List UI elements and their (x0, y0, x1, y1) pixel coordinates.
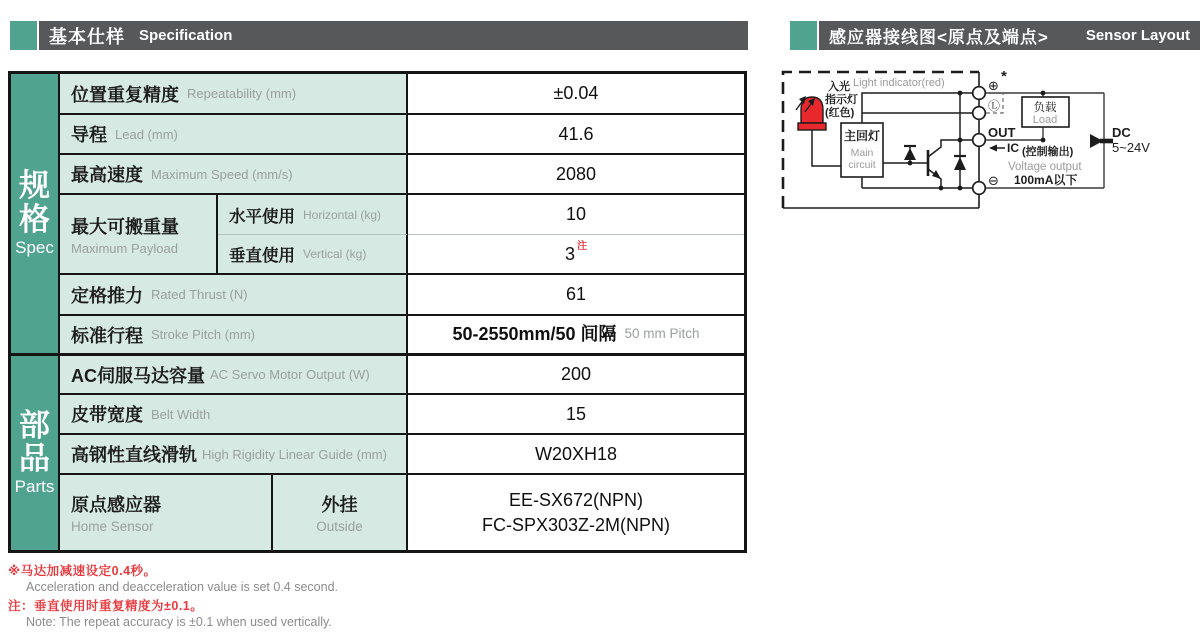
row-label-rated-thrust (60, 275, 408, 316)
label-en: Maximum Payload (71, 240, 178, 256)
header-title-en: Specification (139, 27, 233, 44)
value-rated-thrust (408, 275, 744, 316)
row-label-servo-output (60, 356, 408, 395)
indicator-label: 指示灯 (825, 94, 858, 106)
plus-terminal-label: ⊕ (988, 79, 999, 94)
label-zh: 水平使用 (229, 207, 295, 226)
main-circuit-label-en: Main (850, 147, 874, 159)
specification-table (8, 71, 747, 553)
label-zh: 导程 (71, 125, 107, 145)
header-accent-square (790, 21, 817, 50)
value-belt-width (408, 395, 744, 435)
sensor-layout-header-bar (819, 21, 1200, 50)
section-char: 品 (19, 441, 50, 476)
row-label-repeatability (60, 74, 408, 115)
cell-value: FC-SPX303Z-2M(NPN) (481, 514, 671, 535)
footnote-en: Acceleration and deacceleration value is set 0.4 second. (26, 580, 338, 594)
cell-value: 15 (565, 403, 587, 424)
label-en: Rated Thrust (N) (151, 287, 248, 302)
junction-dot (908, 161, 913, 166)
row-label-lead (60, 115, 408, 155)
label-zh: 外挂 (321, 495, 358, 515)
asterisk-mark: * (1001, 68, 1007, 85)
footnote-2 (8, 596, 332, 629)
diode-triangle (954, 157, 966, 170)
header-title-zh: 基本仕样 (49, 26, 125, 47)
label-zh: 垂直使用 (229, 247, 295, 265)
value-lead (408, 115, 744, 155)
led-base-band (798, 123, 826, 130)
footnote-en: Note: The repeat accuracy is ±0.1 when used vertically. (26, 615, 332, 629)
junction-dot (939, 186, 944, 191)
l-terminal-label: Ⓛ (988, 99, 1001, 113)
cell-value: 41.6 (558, 123, 594, 144)
value-repeatability (408, 74, 744, 115)
footnote-1 (8, 561, 338, 594)
main-circuit-label-zh: 主回灯 (843, 129, 881, 143)
section-label-en: Spec (15, 237, 54, 257)
cell-value: 61 (565, 284, 587, 305)
sub-label-vertical (218, 235, 408, 275)
footnote-zh: 注：垂直使用时重复精度为±0.1。 (8, 599, 204, 613)
junction-dot (1041, 91, 1046, 96)
note-superscript: 注 (577, 241, 587, 253)
value-stroke-pitch (408, 316, 744, 356)
label-en: AC Servo Motor Output (W) (210, 367, 370, 382)
cell-value: 3 (564, 243, 575, 264)
label-en: Outside (316, 519, 363, 534)
label-en: Maximum Speed (mm/s) (151, 166, 293, 182)
label-zh: 最高速度 (71, 165, 143, 185)
section-label-spec (11, 74, 60, 356)
voltage-output-label: Voltage output (1008, 161, 1082, 173)
section-label-en: Parts (14, 477, 55, 497)
transistor-emitter-arrow (932, 170, 941, 179)
ic-arrowhead (989, 145, 997, 152)
junction-dot (958, 138, 963, 143)
value-linear-guide (408, 435, 744, 475)
cell-value: 2080 (555, 163, 597, 184)
junction-dot (958, 186, 963, 191)
header-title-en: Sensor Layout (1085, 27, 1190, 44)
diode-triangle (904, 148, 916, 160)
label-en: Lead (mm) (115, 126, 178, 142)
cell-value: 10 (565, 204, 587, 225)
ic-label: IC (1007, 141, 1019, 155)
label-zh: 最大可搬重量 (71, 216, 179, 237)
label-zh: 原点感应器 (71, 495, 161, 515)
label-en: Repeatability (mm) (187, 86, 297, 101)
label-en: Home Sensor (71, 519, 154, 534)
dc-voltage-range: 5~24V (1112, 140, 1150, 155)
footnote-zh: ※马达加减速设定0.4秒。 (8, 564, 157, 578)
section-char: 部 (19, 407, 50, 443)
junction-dot (958, 91, 963, 96)
value-max-speed (408, 155, 744, 195)
load-label-en: Load (1032, 114, 1058, 126)
label-zh: 标准行程 (71, 325, 143, 346)
label-en: High Rigidity Linear Guide (mm) (202, 446, 387, 462)
junction-dot (1041, 138, 1046, 143)
label-zh: 位置重复精度 (71, 84, 179, 105)
row-label-stroke-pitch (60, 316, 408, 356)
out-terminal-label: OUT (988, 125, 1016, 140)
section-char: 规 (19, 168, 50, 204)
current-limit-label: 100mA以下 (1014, 173, 1078, 187)
cell-value: 50-2550mm/50 间隔 (452, 324, 617, 345)
light-in-label: 入光 (828, 81, 850, 93)
label-en: Belt Width (151, 406, 211, 422)
sensor-wiring-diagram (778, 60, 1200, 225)
control-output-label: (控制输出) (1022, 146, 1074, 158)
row-label-linear-guide (60, 435, 408, 475)
row-label-max-speed (60, 155, 408, 195)
value-horizontal-payload (408, 195, 744, 235)
label-zh: AC伺服马达容量 (71, 365, 205, 386)
row-label-home-sensor (60, 475, 273, 550)
cell-value-sub: 50 mm Pitch (624, 326, 700, 342)
value-vertical-payload (408, 235, 744, 275)
section-label-parts (11, 356, 60, 550)
load-label-zh: 负载 (1033, 102, 1057, 114)
cell-value: EE-SX672(NPN) (508, 490, 644, 511)
cell-value: W20XH18 (534, 443, 618, 464)
dc-label: DC (1112, 125, 1131, 140)
label-en: Stroke Pitch (mm) (151, 327, 256, 342)
header-accent-square (10, 21, 37, 50)
value-servo-output (408, 356, 744, 395)
specification-header-bar (39, 21, 748, 50)
cell-value: ±0.04 (553, 83, 599, 104)
sub-label-horizontal (218, 195, 408, 235)
sub-label-outside (273, 475, 408, 550)
light-indicator-en-label: Light indicator(red) (853, 77, 945, 89)
indicator-color-label: (红色) (825, 107, 855, 119)
minus-terminal-label: ⊖ (988, 174, 999, 189)
label-zh: 皮带宽度 (71, 405, 143, 425)
value-home-sensor (408, 475, 744, 550)
row-label-max-payload (60, 195, 218, 275)
label-en: Horizontal (kg) (303, 207, 382, 222)
row-label-belt-width (60, 395, 408, 435)
cell-value: 200 (560, 364, 592, 385)
label-en: Vertical (kg) (303, 247, 367, 261)
main-circuit-label-en: circuit (848, 159, 876, 171)
header-title-zh: 感应器接线图<原点及端点> (829, 28, 1049, 47)
label-zh: 高钢性直线滑轨 (71, 445, 197, 465)
section-char: 格 (19, 201, 50, 237)
label-zh: 定格推力 (71, 285, 143, 306)
